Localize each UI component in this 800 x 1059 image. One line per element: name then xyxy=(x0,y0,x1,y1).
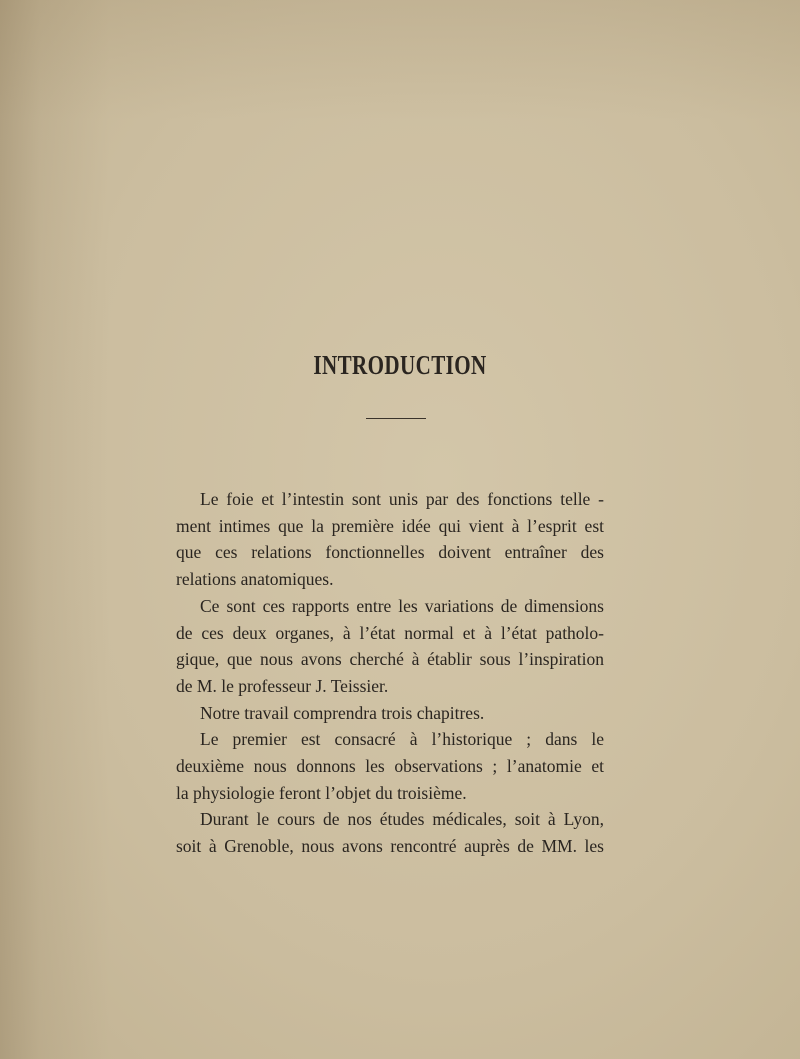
text-line: Le premier est consacré à l’historique ; dans le xyxy=(200,729,604,750)
chapter-title: INTRODUCTION xyxy=(313,350,487,380)
text-line: la physiologie feront l’objet du troisième. xyxy=(176,782,467,803)
text-line: de ces deux organes, à l’état normal et à l’état patholo- xyxy=(176,622,604,643)
body-text xyxy=(176,486,604,860)
text-line: de M. le professeur J. Teissier. xyxy=(176,675,389,696)
text-line: Durant le cours de nos études médicales, soit à Lyon, xyxy=(200,809,604,830)
text-line: soit à Grenoble, nous avons rencontré auprès de MM. les xyxy=(176,836,604,857)
text-line: ment intimes que la première idée qui vient à l’esprit est xyxy=(176,515,604,536)
text-line: Notre travail comprendra trois chapitres. xyxy=(200,702,485,723)
text-line: que ces relations fonctionnelles doivent entraîner des xyxy=(176,542,604,563)
text-line: gique, que nous avons cherché à établir sous l’inspiration xyxy=(176,649,604,670)
title-rule xyxy=(366,418,426,419)
text-line: Ce sont ces rapports entre les variations de dimensions xyxy=(200,595,604,616)
text-line: deuxième nous donnons les observations ; l’anatomie et xyxy=(176,756,604,777)
text-line: Le foie et l’intestin sont unis par des fonctions telle - xyxy=(200,489,604,509)
text-line: relations anatomiques. xyxy=(176,569,334,590)
